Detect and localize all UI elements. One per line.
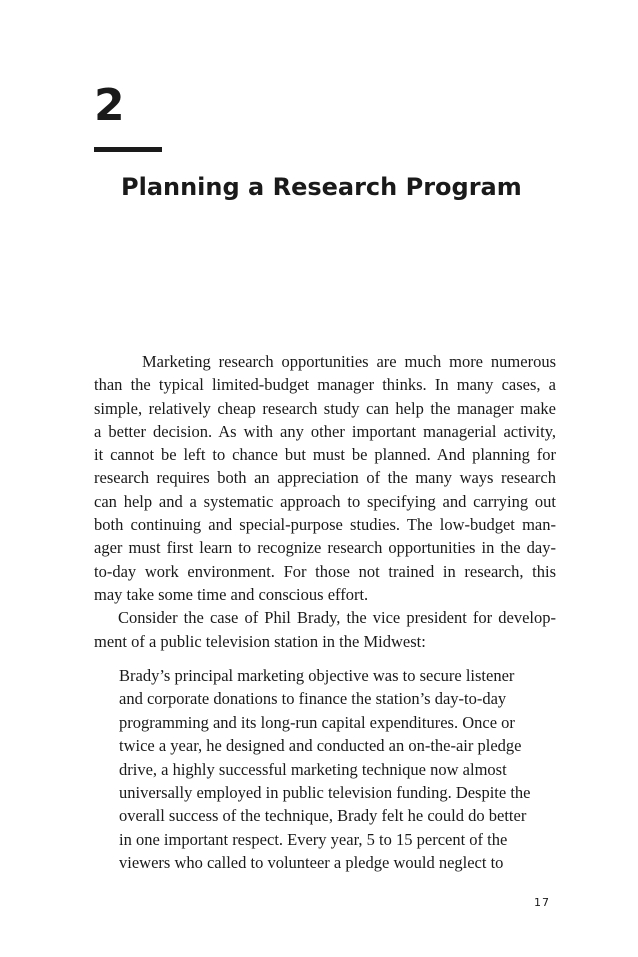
paragraph-1	[94, 350, 556, 606]
text-line: Consider the case of Phil Brady, the vice president for develop-	[118, 608, 556, 628]
text-line: a better decision. As with any other important managerial activity,	[94, 421, 556, 441]
chapter-number: 2	[94, 80, 126, 131]
quote-line: viewers who called to volunteer a pledge would neglect to	[119, 853, 504, 873]
quote-line: programming and its long-run capital expenditures. Once or	[119, 712, 515, 732]
chapter-rule	[94, 147, 162, 152]
chapter-title: Planning a Research Program	[121, 173, 522, 201]
text-line: it cannot be left to chance but must be planned. And planning for	[94, 445, 556, 465]
text-line: to-day work environment. For those not trained in research, this	[94, 561, 556, 581]
text-line: ment of a public television station in the Midwest:	[94, 631, 426, 651]
text-line: may take some time and conscious effort.	[94, 584, 369, 604]
quote-line: universally employed in public television funding. Despite the	[119, 783, 531, 803]
quote-line: in one important respect. Every year, 5 to 15 percent of the	[119, 829, 508, 849]
text-line: ager must first learn to recognize research opportunities in the day-	[94, 538, 556, 558]
text-line: can help and a systematic approach to specifying and carrying out	[94, 491, 556, 511]
quote-line: drive, a highly successful marketing technique now almost	[119, 759, 507, 779]
block-quote	[119, 664, 531, 875]
text-line: Marketing research opportunities are much more numerous	[142, 352, 556, 371]
quote-line: twice a year, he designed and conducted an on-the-air pledge	[119, 736, 522, 756]
body-text	[94, 350, 556, 653]
text-line: research requires both an appreciation of the many ways research	[94, 468, 556, 488]
quote-line: Brady’s principal marketing objective was to secure listener	[119, 666, 515, 685]
quote-line: and corporate donations to finance the station’s day-to-day	[119, 689, 507, 709]
page-number: 17	[534, 896, 550, 909]
quote-line: overall success of the technique, Brady felt he could do better	[119, 806, 527, 826]
text-line: both continuing and special-purpose studies. The low-budget man-	[94, 515, 556, 535]
text-line: than the typical limited-budget manager thinks. In many cases, a	[94, 375, 556, 395]
text-line: simple, relatively cheap research study can help the manager make	[94, 398, 556, 418]
paragraph-2	[94, 606, 556, 653]
